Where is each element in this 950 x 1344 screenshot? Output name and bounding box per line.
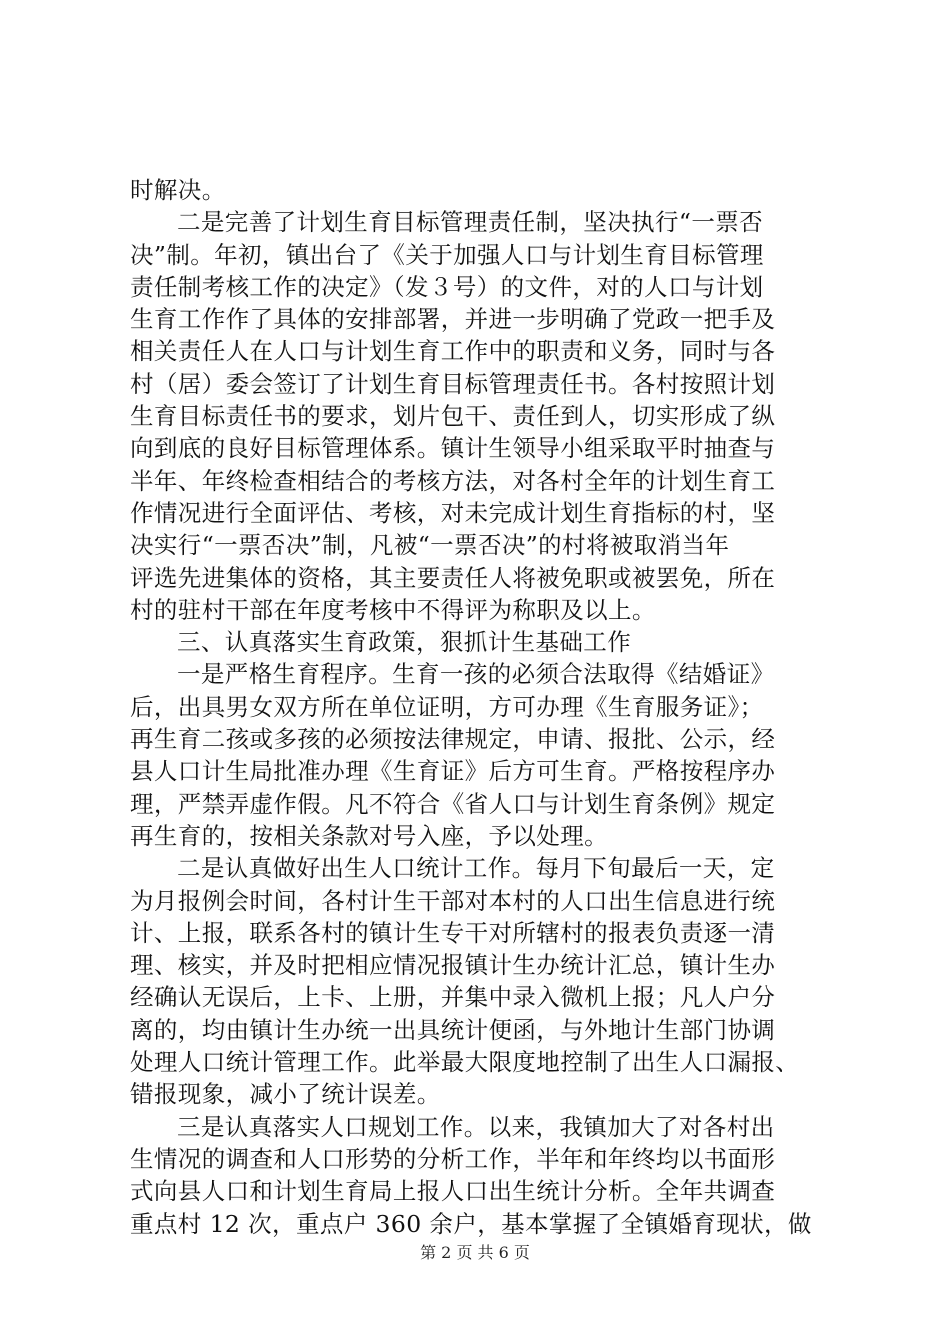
text-line: 理，严禁弄虚作假。凡不符合《省人口与计划生育条例》规定: [130, 789, 776, 818]
text-line: 二是完善了计划生育目标管理责任制，坚决执行“一票否: [177, 208, 764, 237]
text-line: 县人口计生局批准办理《生育证》后方可生育。严格按程序办: [130, 757, 776, 786]
text-line: 决”制。年初，镇出台了《关于加强人口与计划生育目标管理: [130, 240, 764, 269]
page-footer: 第 2 页 共 6 页: [420, 1243, 530, 1262]
text-line: 责任制考核工作的决定》（发３号）的文件，对的人口与计划: [130, 272, 764, 301]
text-line: 后，出具男女双方所在单位证明，方可办理《生育服务证》；: [130, 692, 764, 721]
text-line: 二是认真做好出生人口统计工作。每月下旬最后一天，定: [177, 854, 775, 883]
text-line: 再生育的，按相关条款对号入座，予以处理。: [130, 821, 608, 850]
text-line: 评选先进集体的资格，其主要责任人将被免职或被罢免，所在: [130, 563, 776, 592]
text-line: 村（居）委会签订了计划生育目标管理责任书。各村按照计划: [130, 369, 776, 398]
text-line: 理、核实，并及时把相应情况报镇计生办统计汇总，镇计生办: [130, 951, 776, 980]
text-line: 生情况的调查和人口形势的分析工作，半年和年终均以书面形: [130, 1144, 776, 1173]
text-line: 三是认真落实人口规划工作。以来，我镇加大了对各村出: [177, 1112, 775, 1141]
text-line: 处理人口统计管理工作。此举最大限度地控制了出生人口漏报、: [130, 1048, 800, 1077]
text-line: 相关责任人在人口与计划生育工作中的职责和义务，同时与各: [130, 337, 776, 366]
text-line: 式向县人口和计划生育局上报人口出生统计分析。全年共调查: [130, 1177, 776, 1206]
text-line: 向到底的良好目标管理体系。镇计生领导小组采取平时抽查与: [130, 434, 776, 463]
text-line: 重点村 12 次，重点户 360 余户，基本掌握了全镇婚育现状，做: [130, 1209, 812, 1238]
document-body: [130, 174, 835, 1240]
text-line: 为月报例会时间，各村计生干部对本村的人口出生信息进行统: [130, 886, 776, 915]
text-line: 生育工作作了具体的安排部署，并进一步明确了党政一把手及: [130, 305, 776, 334]
text-line: 离的，均由镇计生办统一出具统计便函，与外地计生部门协调: [130, 1015, 776, 1044]
text-line: 决实行“一票否决”制，凡被“一票否决”的村将被取消当年: [130, 531, 730, 560]
text-line: 生育目标责任书的要求，划片包干、责任到人，切实形成了纵: [130, 402, 776, 431]
text-line: 错报现象，减小了统计误差。: [130, 1080, 441, 1109]
text-line: 经确认无误后，上卡、上册，并集中录入微机上报；凡人户分: [130, 983, 776, 1012]
text-line: 时解决。: [130, 176, 226, 204]
text-line: 半年、年终检查相结合的考核方法，对各村全年的计划生育工: [130, 466, 776, 495]
text-line: 村的驻村干部在年度考核中不得评为称职及以上。: [130, 595, 656, 624]
text-line: 一是严格生育程序。生育一孩的必须合法取得《结婚证》: [177, 660, 775, 689]
text-line: 再生育二孩或多孩的必须按法律规定，申请、报批、公示，经: [130, 725, 776, 754]
text-line: 三、认真落实生育政策，狠抓计生基础工作: [177, 628, 632, 657]
text-line: 计、上报，联系各村的镇计生专干对所辖村的报表负责逐一清: [130, 918, 776, 947]
text-line: 作情况进行全面评估、考核，对未完成计划生育指标的村，坚: [130, 498, 776, 527]
